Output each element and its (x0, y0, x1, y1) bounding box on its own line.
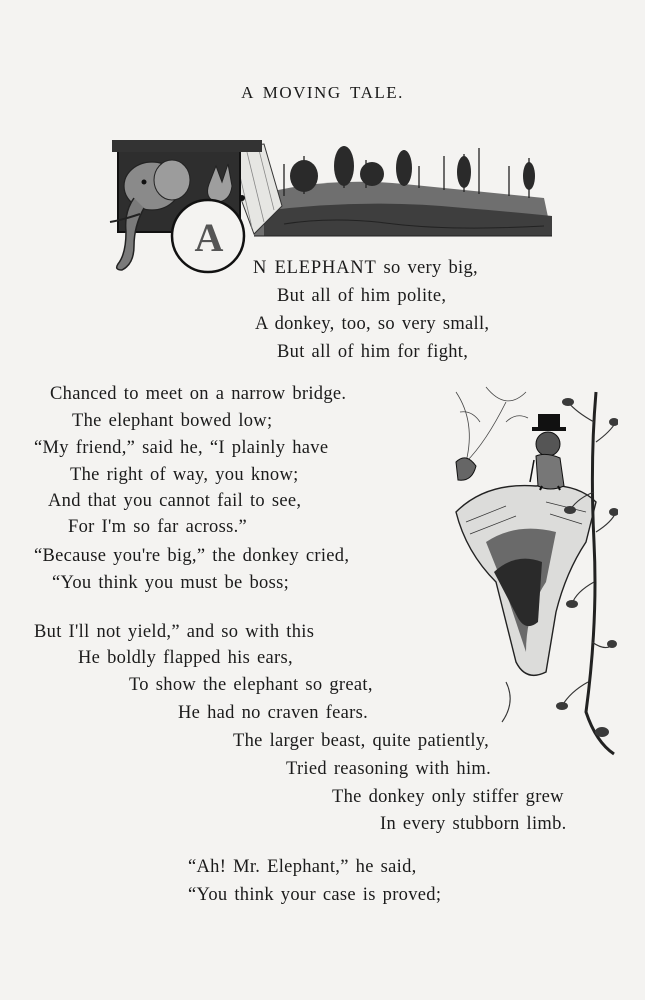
poem-line: “My friend,” said he, “I plainly have (34, 438, 329, 458)
poem-line: Chanced to meet on a narrow bridge. (50, 384, 347, 404)
poem-line: “You think your case is proved; (188, 885, 442, 905)
first-line-caps: N ELEPHANT (253, 258, 377, 278)
poem-line: The larger beast, quite patiently, (233, 731, 490, 751)
poem-line: To show the elephant so great, (129, 675, 373, 695)
header-engraving (104, 136, 556, 276)
first-line-rest: so very big, (376, 258, 478, 278)
poem-line: “Ah! Mr. Elephant,” he said, (188, 857, 417, 877)
poem-line: But all of him for fight, (277, 342, 469, 362)
poem-line: But all of him polite, (277, 286, 447, 306)
poem-title: A MOVING TALE. (241, 83, 404, 102)
drop-cap: A (194, 215, 224, 260)
poem-line: The right of way, you know; (70, 465, 299, 485)
donkey-rock-engraving (446, 382, 618, 762)
poem-line: Tried reasoning with him. (286, 759, 492, 779)
poem-line: For I'm so far across.” (68, 517, 248, 537)
poem-line: “You think you must be boss; (52, 573, 290, 593)
poem-line: And that you cannot fail to see, (48, 491, 302, 511)
poem-line: In every stubborn limb. (380, 814, 567, 834)
poem-line: He had no craven fears. (178, 703, 369, 723)
poem-line: “Because you're big,” the donkey cried, (34, 546, 350, 566)
poem-line: The donkey only stiffer grew (332, 787, 564, 807)
poem-line-1 (253, 258, 478, 279)
poem-line: A donkey, too, so very small, (255, 314, 490, 334)
poem-line: The elephant bowed low; (72, 411, 273, 431)
poem-line: He boldly flapped his ears, (78, 648, 293, 668)
poem-line: But I'll not yield,” and so with this (34, 622, 315, 642)
